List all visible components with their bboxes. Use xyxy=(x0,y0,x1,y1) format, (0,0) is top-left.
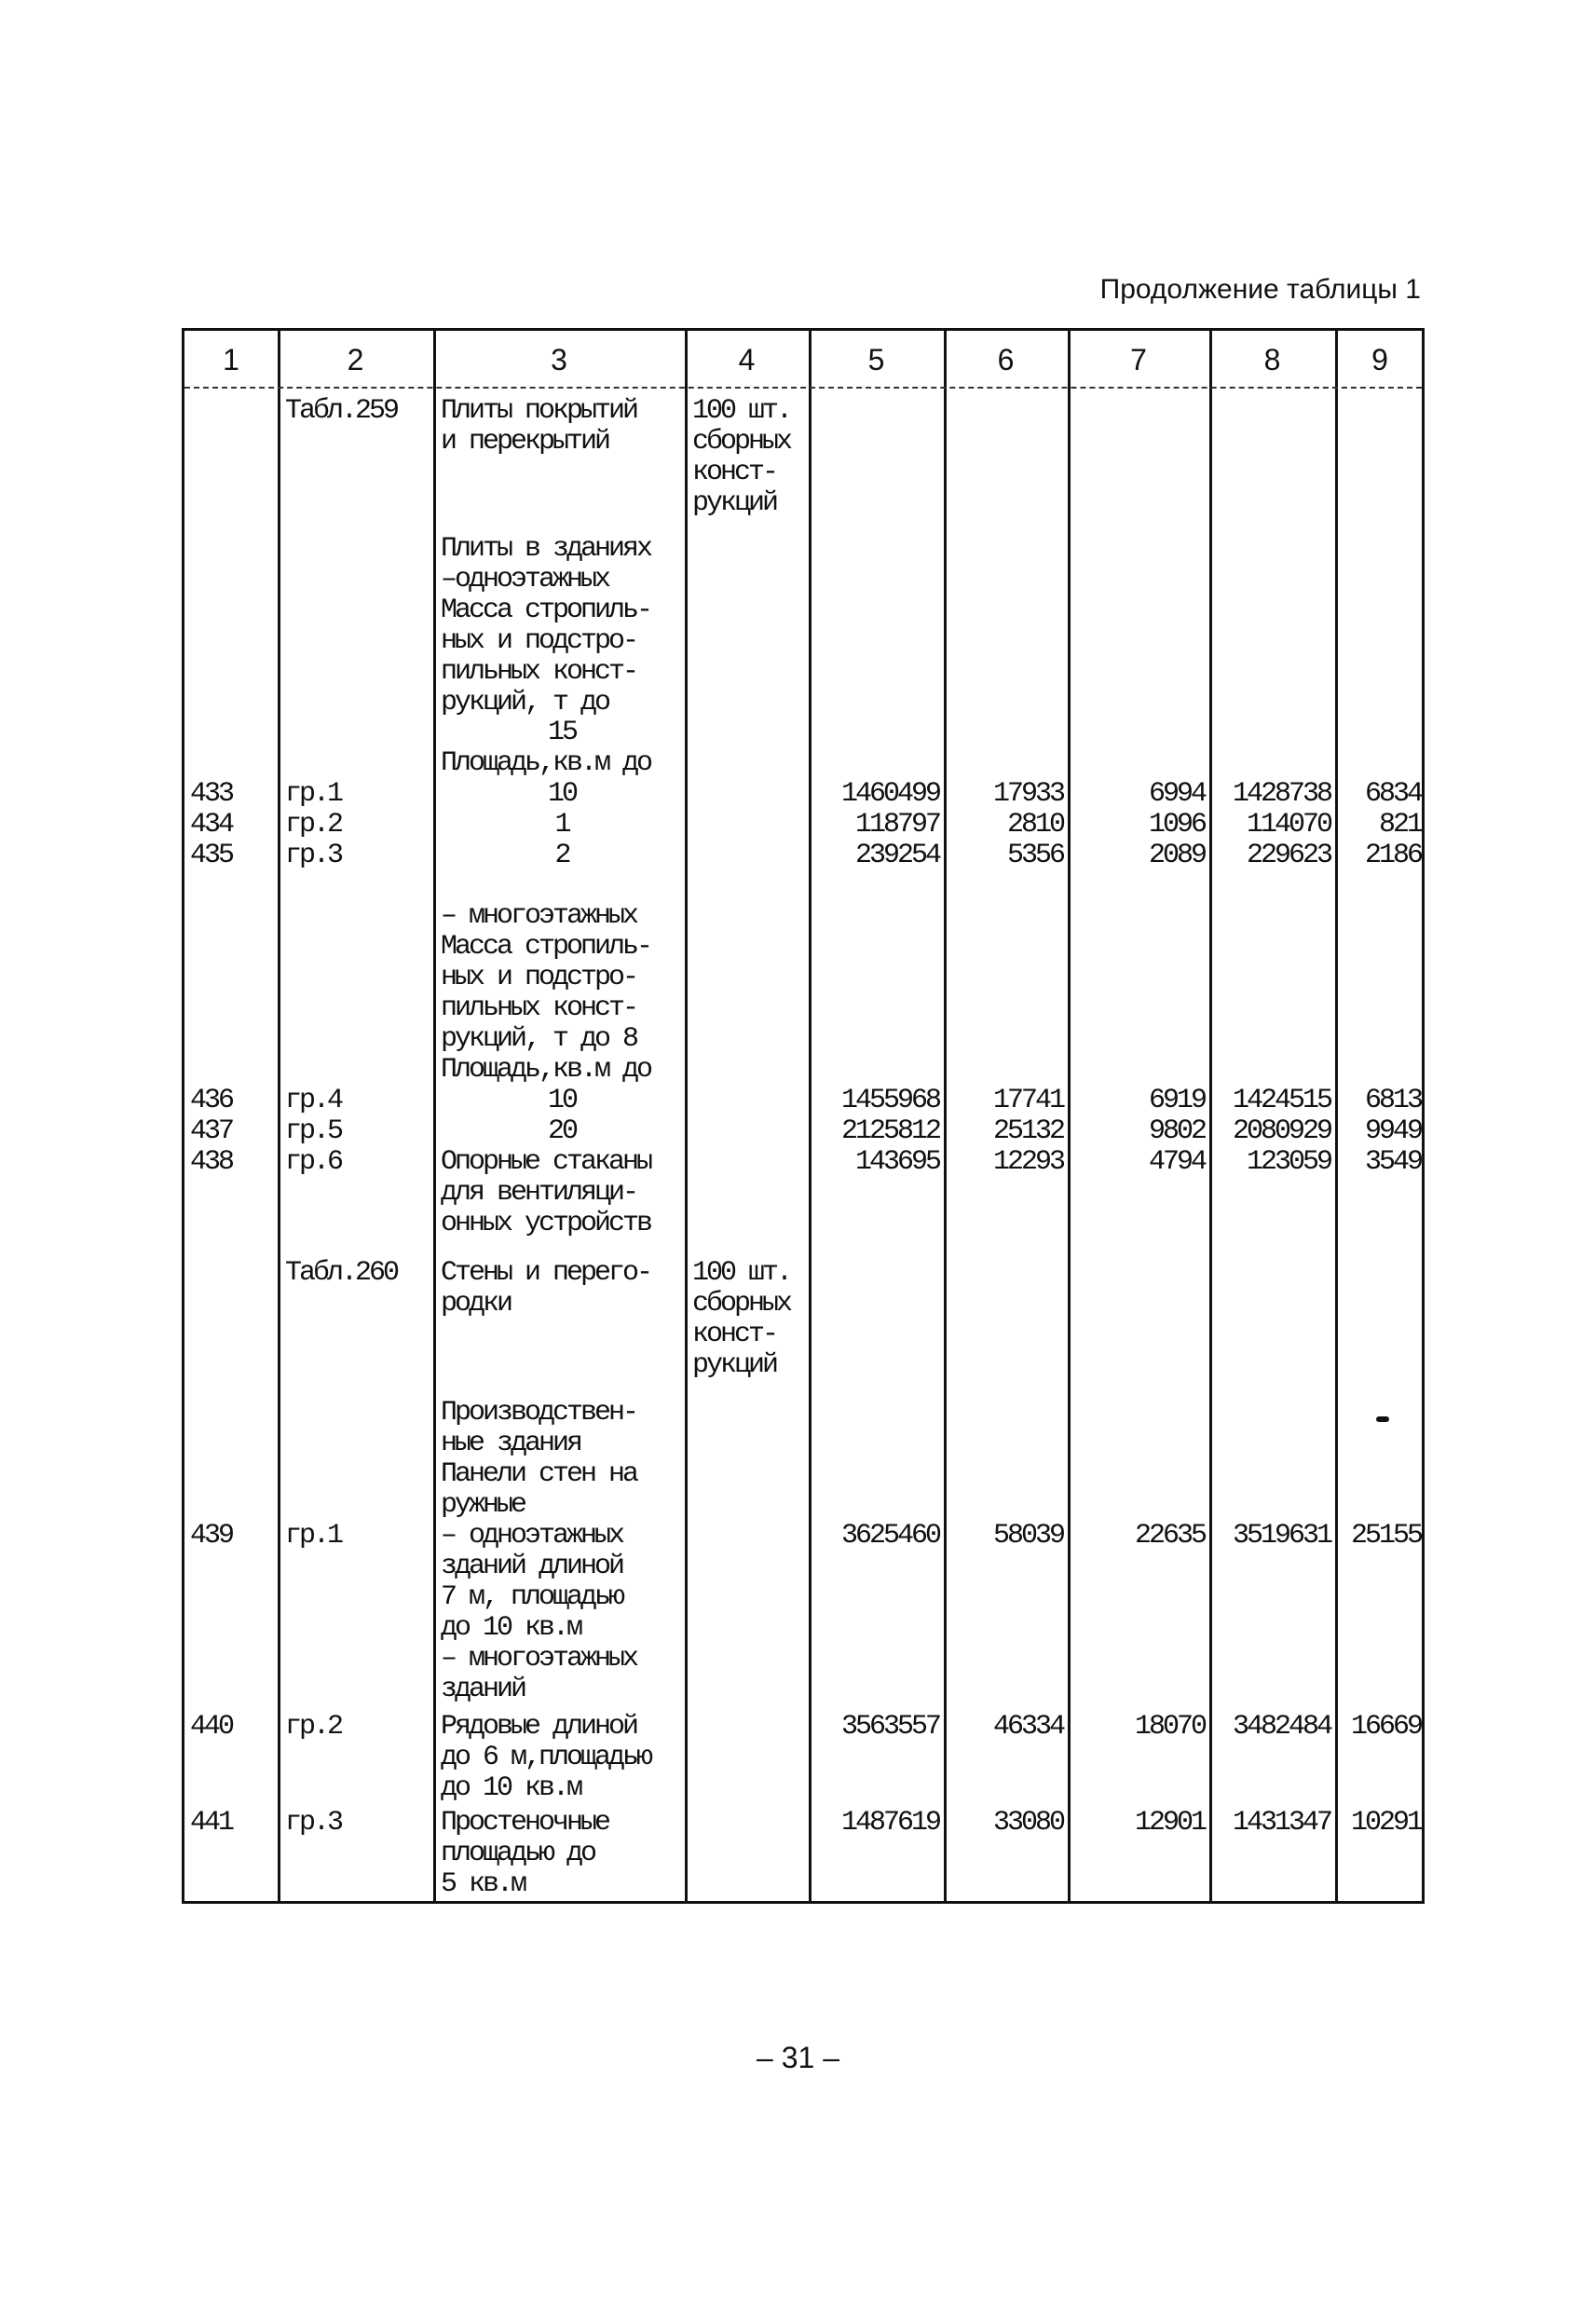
cell-value-5: 1455968 xyxy=(840,1085,939,1116)
cell-value-8: 3519631 xyxy=(1232,1520,1330,1552)
cell-row-number: 436 xyxy=(190,1085,233,1116)
cell-value-5: 1460499 xyxy=(840,778,939,810)
cell-value-8: 123059 xyxy=(1246,1146,1330,1178)
cell-value-9: 821 xyxy=(1378,809,1421,841)
header-col-1: 1 xyxy=(223,343,239,376)
cell-reference: гр.3 xyxy=(285,1807,342,1839)
cell-value-9: 9949 xyxy=(1364,1115,1421,1147)
cell-value-6: 33080 xyxy=(992,1807,1063,1839)
header-col-9: 9 xyxy=(1371,343,1388,376)
cell-value-5: 1487619 xyxy=(840,1807,939,1839)
cell-value-7: 9802 xyxy=(1148,1115,1205,1147)
cell-value-5: 3625460 xyxy=(840,1520,939,1552)
cell-row-number: 440 xyxy=(190,1711,233,1743)
cell-description: Опорные стаканы для вентиляци- онных устройств xyxy=(441,1146,651,1239)
cell-value-8: 1424515 xyxy=(1232,1085,1330,1116)
cell-value-8: 2080929 xyxy=(1232,1115,1330,1147)
cell-value-5: 118797 xyxy=(854,809,939,841)
cell-description: – одноэтажных зданий длиной 7 м, площадью до 10 кв.м – многоэтажных зданий xyxy=(441,1520,637,1705)
cell-value-7: 22635 xyxy=(1134,1520,1205,1552)
cell-value-7: 6994 xyxy=(1148,778,1205,810)
cell-value-7: 1096 xyxy=(1148,809,1205,841)
cell-row-number: 438 xyxy=(190,1146,233,1178)
cell-value-6: 25132 xyxy=(992,1115,1063,1147)
header-divider xyxy=(184,387,1422,389)
ink-mark xyxy=(1376,1416,1389,1422)
header-col-3: 3 xyxy=(551,343,567,376)
cell-value-8: 3482484 xyxy=(1232,1711,1330,1743)
column-divider xyxy=(433,331,436,1901)
column-divider xyxy=(685,331,688,1901)
data-table xyxy=(182,328,1425,1904)
cell-row-number: 441 xyxy=(190,1807,233,1839)
header-col-4: 4 xyxy=(738,343,756,376)
cell-value-7: 2089 xyxy=(1148,840,1205,871)
cell-description: 10 xyxy=(547,778,576,810)
cell-description: 1 xyxy=(554,809,569,841)
header-col-2: 2 xyxy=(347,343,364,376)
cell-reference: гр.2 xyxy=(285,1711,342,1743)
cell-reference: гр.5 xyxy=(285,1115,342,1147)
cell-value-9: 6813 xyxy=(1364,1085,1421,1116)
cell-row-number: 435 xyxy=(190,840,233,871)
cell-reference: гр.1 xyxy=(285,778,342,810)
cell-value-6: 46334 xyxy=(992,1711,1063,1743)
cell-reference: гр.6 xyxy=(285,1146,342,1178)
cell-row-number: 437 xyxy=(190,1115,233,1147)
column-divider xyxy=(278,331,280,1901)
cell-description: Стены и перего- родки xyxy=(441,1257,651,1320)
cell-description: – многоэтажных Масса стропиль- ных и подстро- пильных конст- рукций, т до 8 Площадь,кв.м до xyxy=(441,900,651,1086)
header-col-7: 7 xyxy=(1130,343,1147,376)
cell-reference: Табл.259 xyxy=(285,395,398,427)
cell-value-7: 4794 xyxy=(1148,1146,1205,1178)
cell-value-6: 12293 xyxy=(992,1146,1063,1178)
cell-value-7: 6919 xyxy=(1148,1085,1205,1116)
cell-description: Производствен- ные здания Панели стен на ружные xyxy=(441,1397,637,1521)
cell-description: 10 xyxy=(547,1085,576,1116)
cell-row-number: 439 xyxy=(190,1520,233,1552)
cell-value-8: 1428738 xyxy=(1232,778,1330,810)
cell-reference: гр.4 xyxy=(285,1085,342,1116)
page-number: – 31 – xyxy=(757,2041,839,2074)
cell-value-5: 143695 xyxy=(854,1146,939,1178)
cell-reference: Табл.260 xyxy=(285,1257,398,1289)
cell-value-7: 18070 xyxy=(1134,1711,1205,1743)
cell-value-6: 58039 xyxy=(992,1520,1063,1552)
cell-value-7: 12901 xyxy=(1134,1807,1205,1839)
cell-row-number: 434 xyxy=(190,809,233,841)
cell-description: 20 xyxy=(547,1115,576,1147)
cell-value-9: 3549 xyxy=(1364,1146,1421,1178)
cell-value-6: 5356 xyxy=(1006,840,1063,871)
cell-value-9: 10291 xyxy=(1350,1807,1421,1839)
cell-reference: гр.1 xyxy=(285,1520,342,1552)
header-col-5: 5 xyxy=(867,343,885,376)
table-caption: Продолжение таблицы 1 xyxy=(1099,274,1421,305)
cell-value-9: 6834 xyxy=(1364,778,1421,810)
cell-description: Простеночные площадью до 5 кв.м xyxy=(441,1807,609,1900)
cell-value-6: 17741 xyxy=(992,1085,1063,1116)
cell-description: Рядовые длиной до 6 м,площадью до 10 кв.м xyxy=(441,1711,651,1804)
cell-description: 2 xyxy=(554,840,569,871)
cell-row-number: 433 xyxy=(190,778,233,810)
cell-value-8: 114070 xyxy=(1246,809,1330,841)
cell-description: Плиты в зданиях –одноэтажных Масса стропиль- ных и подстро- пильных конст- рукций, т до xyxy=(441,533,651,718)
cell-value-5: 239254 xyxy=(854,840,939,871)
cell-value-8: 1431347 xyxy=(1232,1807,1330,1839)
cell-description: Плиты покрытий и перекрытий xyxy=(441,395,637,458)
cell-description: 15 xyxy=(547,717,576,748)
header-col-6: 6 xyxy=(997,343,1015,376)
cell-value-8: 229623 xyxy=(1246,840,1330,871)
cell-reference: гр.2 xyxy=(285,809,342,841)
cell-value-9: 16669 xyxy=(1350,1711,1421,1743)
cell-value-5: 3563557 xyxy=(840,1711,939,1743)
cell-value-9: 2186 xyxy=(1364,840,1421,871)
cell-reference: гр.3 xyxy=(285,840,342,871)
cell-description: Площадь,кв.м до xyxy=(441,747,651,779)
header-col-8: 8 xyxy=(1263,343,1281,376)
cell-value-5: 2125812 xyxy=(840,1115,939,1147)
cell-unit: 100 шт. сборных конст- рукций xyxy=(692,395,791,519)
cell-value-9: 25155 xyxy=(1350,1520,1421,1552)
cell-value-6: 2810 xyxy=(1006,809,1063,841)
cell-value-6: 17933 xyxy=(992,778,1063,810)
cell-unit: 100 шт. сборных конст- рукций xyxy=(692,1257,791,1381)
